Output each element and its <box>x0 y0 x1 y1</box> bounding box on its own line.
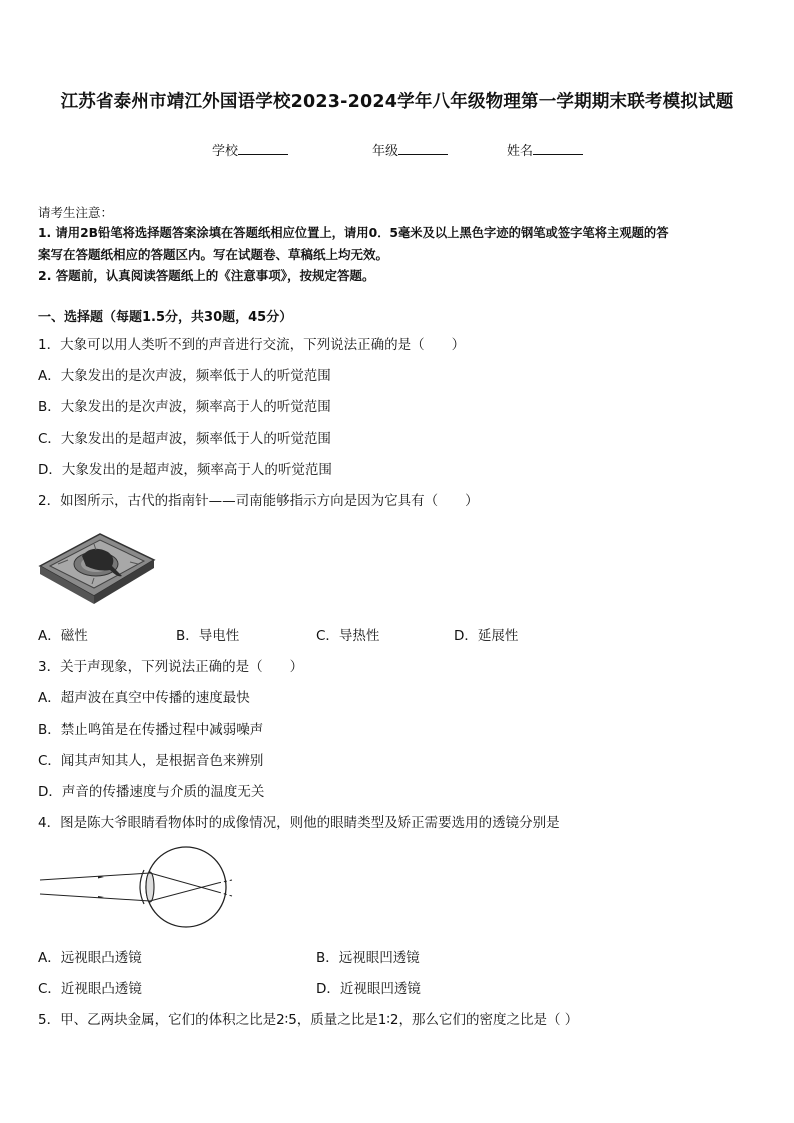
notice-item-1-line-1: 1. 请用2B铅笔将选择题答案涂填在答题纸相应位置上，请用0．5毫米及以上黑色字迹的钢笔或签字笔将主观题的答 <box>38 226 669 240</box>
q1-option-d[interactable]: D．大象发出的是超声波，频率高于人的听觉范围 <box>38 462 332 478</box>
page-title: 江苏省泰州市靖江外国语学校2023-2024学年八年级物理第一学期期末联考模拟试题 <box>60 92 734 112</box>
name-field <box>507 140 583 159</box>
q1-stem: 1．大象可以用人类听不到的声音进行交流，下列说法正确的是（ ） <box>38 337 466 353</box>
name-blank[interactable] <box>533 142 583 155</box>
q1-option-b[interactable]: B．大象发出的是次声波，频率高于人的听觉范围 <box>38 399 331 415</box>
q2-stem: 2．如图所示，古代的指南针——司南能够指示方向是因为它具有（ ） <box>38 493 479 509</box>
q5-stem: 5．甲、乙两块金属，它们的体积之比是2∶5，质量之比是1∶2，那么它们的密度之比是（ ） <box>38 1012 579 1028</box>
q4-option-a[interactable]: A．远视眼凸透镜 <box>38 950 142 966</box>
q4-option-d[interactable]: D．近视眼凹透镜 <box>316 981 421 997</box>
compass-sinan-image <box>38 526 156 608</box>
section-heading: 一、选择题（每题1.5分，共30题，45分） <box>38 310 293 325</box>
q1-option-c[interactable]: C．大象发出的是超声波，频率低于人的听觉范围 <box>38 431 331 447</box>
notice-heading: 请考生注意： <box>38 205 114 220</box>
name-label: 姓名 <box>507 144 534 159</box>
school-blank[interactable] <box>238 142 288 155</box>
grade-blank[interactable] <box>398 142 448 155</box>
school-label: 学校 <box>212 144 239 159</box>
q2-option-a[interactable]: A．磁性 <box>38 628 88 644</box>
q2-option-b[interactable]: B．导电性 <box>176 628 240 644</box>
q3-option-d[interactable]: D．声音的传播速度与介质的温度无关 <box>38 784 265 800</box>
grade-label: 年级 <box>372 144 399 159</box>
q2-option-c[interactable]: C．导热性 <box>316 628 380 644</box>
eye-diagram-image <box>38 840 238 935</box>
school-field <box>212 140 288 159</box>
q2-option-d[interactable]: D．延展性 <box>454 628 519 644</box>
notice-item-1-line-2: 案写在答题纸相应的答题区内。写在试题卷、草稿纸上均无效。 <box>38 247 389 262</box>
q1-option-a[interactable]: A．大象发出的是次声波，频率低于人的听觉范围 <box>38 368 331 384</box>
q4-option-c[interactable]: C．近视眼凸透镜 <box>38 981 142 997</box>
q3-option-b[interactable]: B．禁止鸣笛是在传播过程中减弱噪声 <box>38 722 264 738</box>
notice-item-2: 2. 答题前，认真阅读答题纸上的《注意事项》，按规定答题。 <box>38 268 375 283</box>
grade-field <box>372 140 448 159</box>
q3-stem: 3．关于声现象，下列说法正确的是（ ） <box>38 659 304 675</box>
q4-stem: 4．图是陈大爷眼睛看物体时的成像情况，则他的眼睛类型及矫正需要选用的透镜分别是 <box>38 815 560 831</box>
q4-option-b[interactable]: B．远视眼凹透镜 <box>316 950 420 966</box>
q3-option-a[interactable]: A．超声波在真空中传播的速度最快 <box>38 690 250 706</box>
q3-option-c[interactable]: C．闻其声知其人，是根据音色来辨别 <box>38 753 264 769</box>
